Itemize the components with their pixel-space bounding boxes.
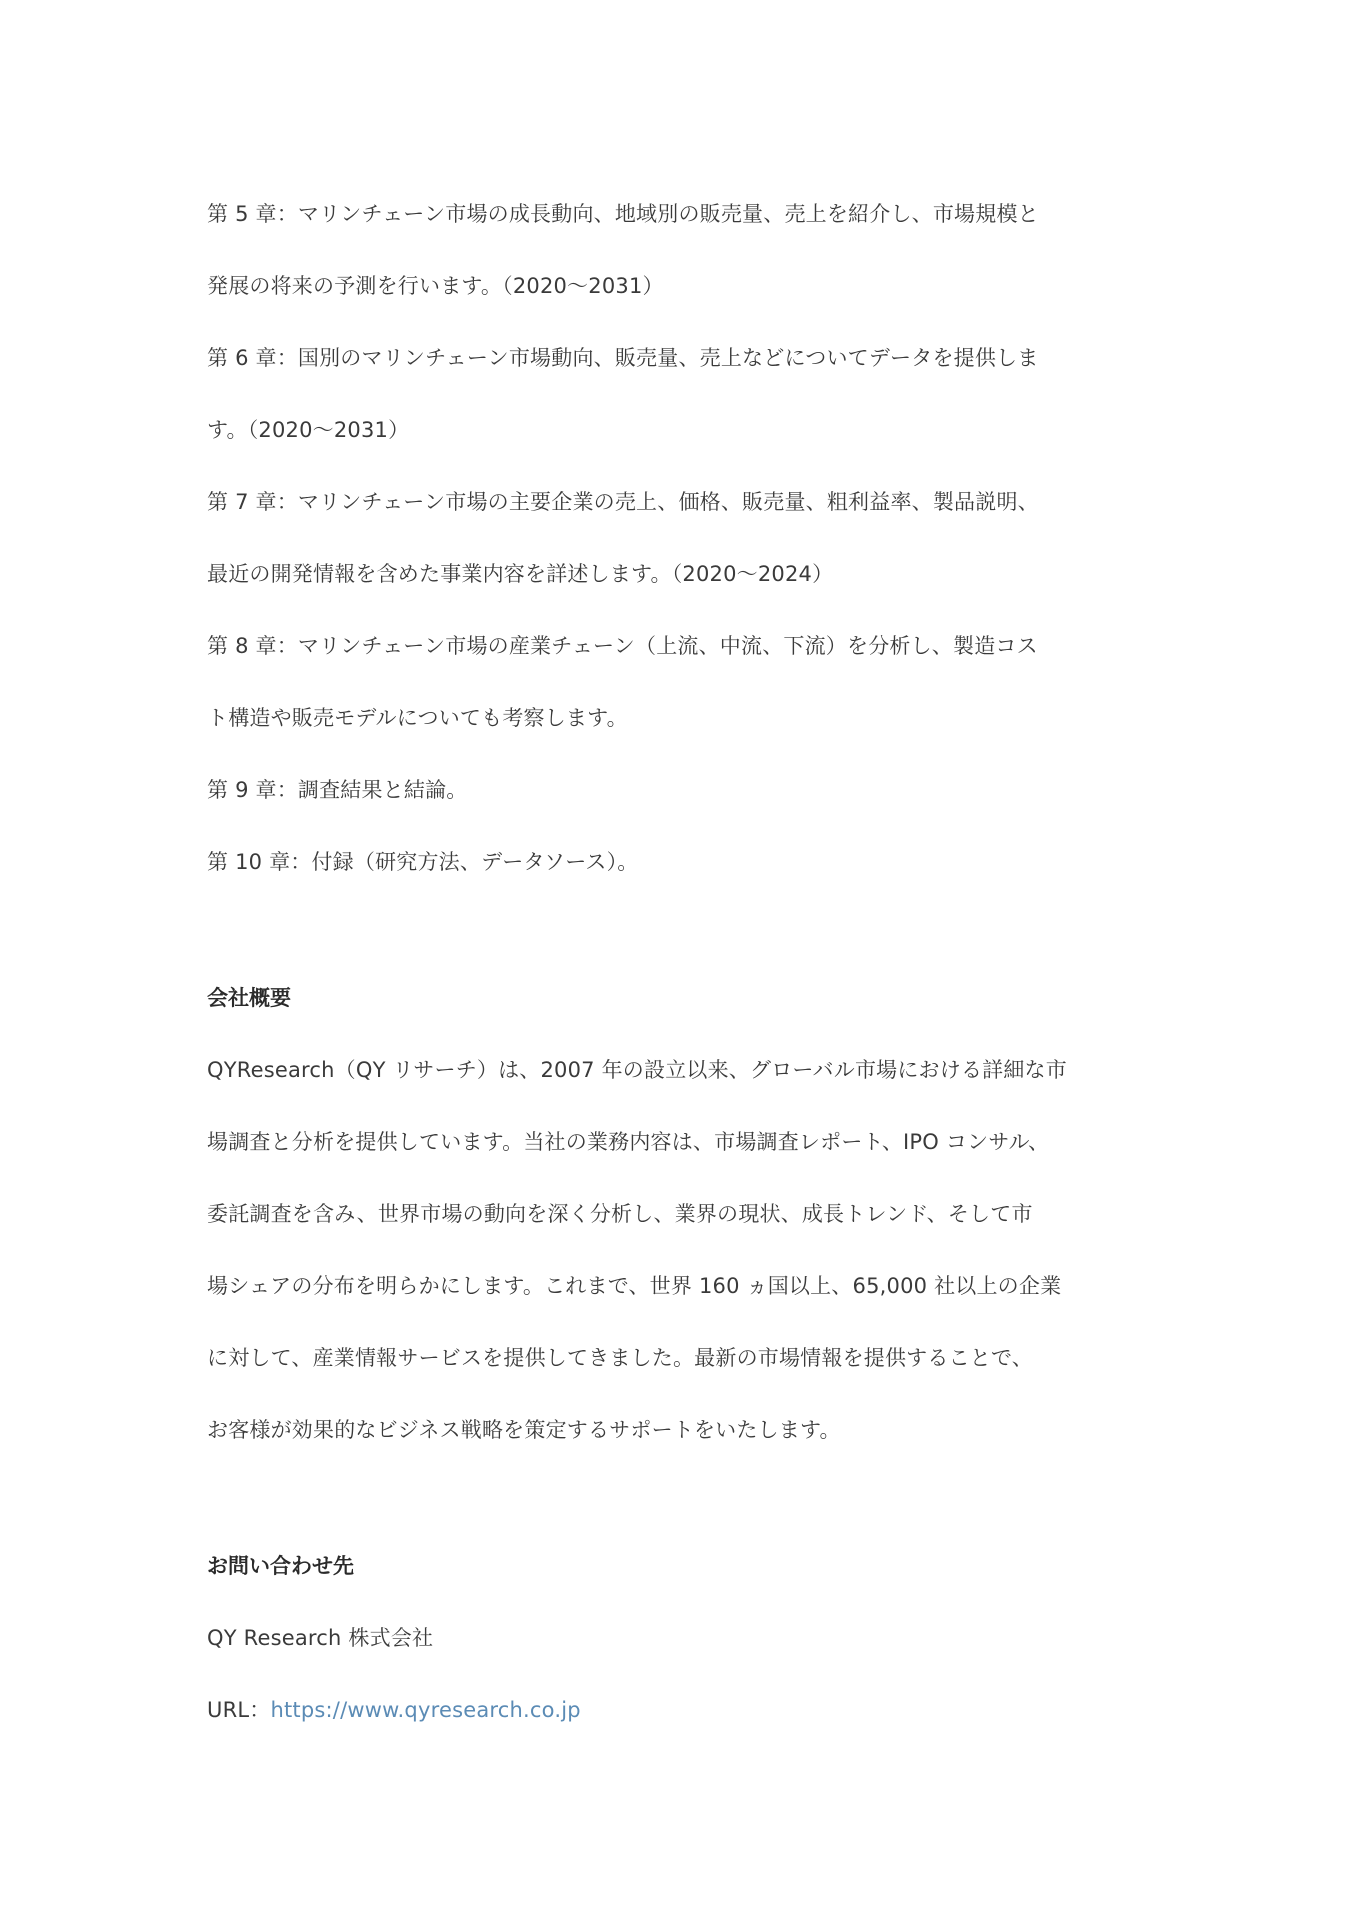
contact-heading: お問い合わせ先 — [207, 1554, 354, 1578]
chapter-8-line-1: 第 8 章：マリンチェーン市場の産業チェーン（上流、中流、下流）を分析し、製造コス — [207, 634, 1038, 658]
chapter-8-line-2: ト構造や販売モデルについても考察します。 — [207, 706, 628, 730]
chapter-6-line-1: 第 6 章：国別のマリンチェーン市場動向、販売量、売上などについてデータを提供しま — [207, 346, 1039, 370]
chapter-5-line-2: 発展の将来の予測を行います。（2020～2031） — [207, 274, 664, 298]
company-line-6: お客様が効果的なビジネス戦略を策定するサポートをいたします。 — [207, 1418, 841, 1442]
section-spacer — [207, 1466, 1167, 1530]
company-line-4: 場シェアの分布を明らかにします。これまで、世界 160 ヵ国以上、65,000 社以上の企業 — [207, 1274, 1062, 1298]
company-line-3: 委託調査を含み、世界市場の動向を深く分析し、業界の現状、成長トレンド、そして市 — [207, 1202, 1033, 1226]
chapter-9-line: 第 9 章：調査結果と結論。 — [207, 778, 468, 802]
document-page — [207, 178, 1167, 1746]
chapter-7-line-2: 最近の開発情報を含めた事業内容を詳述します。（2020～2024） — [207, 562, 834, 586]
company-section — [207, 962, 1167, 1466]
contact-company-name: QY Research 株式会社 — [207, 1626, 434, 1650]
chapter-list — [207, 178, 1167, 898]
contact-section — [207, 1530, 1167, 1746]
company-heading: 会社概要 — [207, 986, 291, 1010]
url-label: URL： — [207, 1698, 271, 1722]
chapter-7-line-1: 第 7 章：マリンチェーン市場の主要企業の売上、価格、販売量、粗利益率、製品説明、 — [207, 490, 1039, 514]
chapter-5-line-1: 第 5 章：マリンチェーン市場の成長動向、地域別の販売量、売上を紹介し、市場規模と — [207, 202, 1039, 226]
company-line-2: 場調査と分析を提供しています。当社の業務内容は、市場調査レポート、IPO コンサル、 — [207, 1130, 1050, 1154]
chapter-6-line-2: す。（2020～2031） — [207, 418, 410, 442]
section-spacer — [207, 898, 1167, 962]
contact-url-line — [207, 1674, 1167, 1746]
chapter-10-line: 第 10 章：付録（研究方法、データソース）。 — [207, 850, 639, 874]
company-line-5: に対して、産業情報サービスを提供してきました。最新の市場情報を提供することで、 — [207, 1346, 1033, 1370]
company-website-link[interactable]: https://www.qyresearch.co.jp — [270, 1698, 581, 1722]
company-line-1: QYResearch（QY リサーチ）は、2007 年の設立以来、グローバル市場における詳細な市 — [207, 1058, 1067, 1082]
